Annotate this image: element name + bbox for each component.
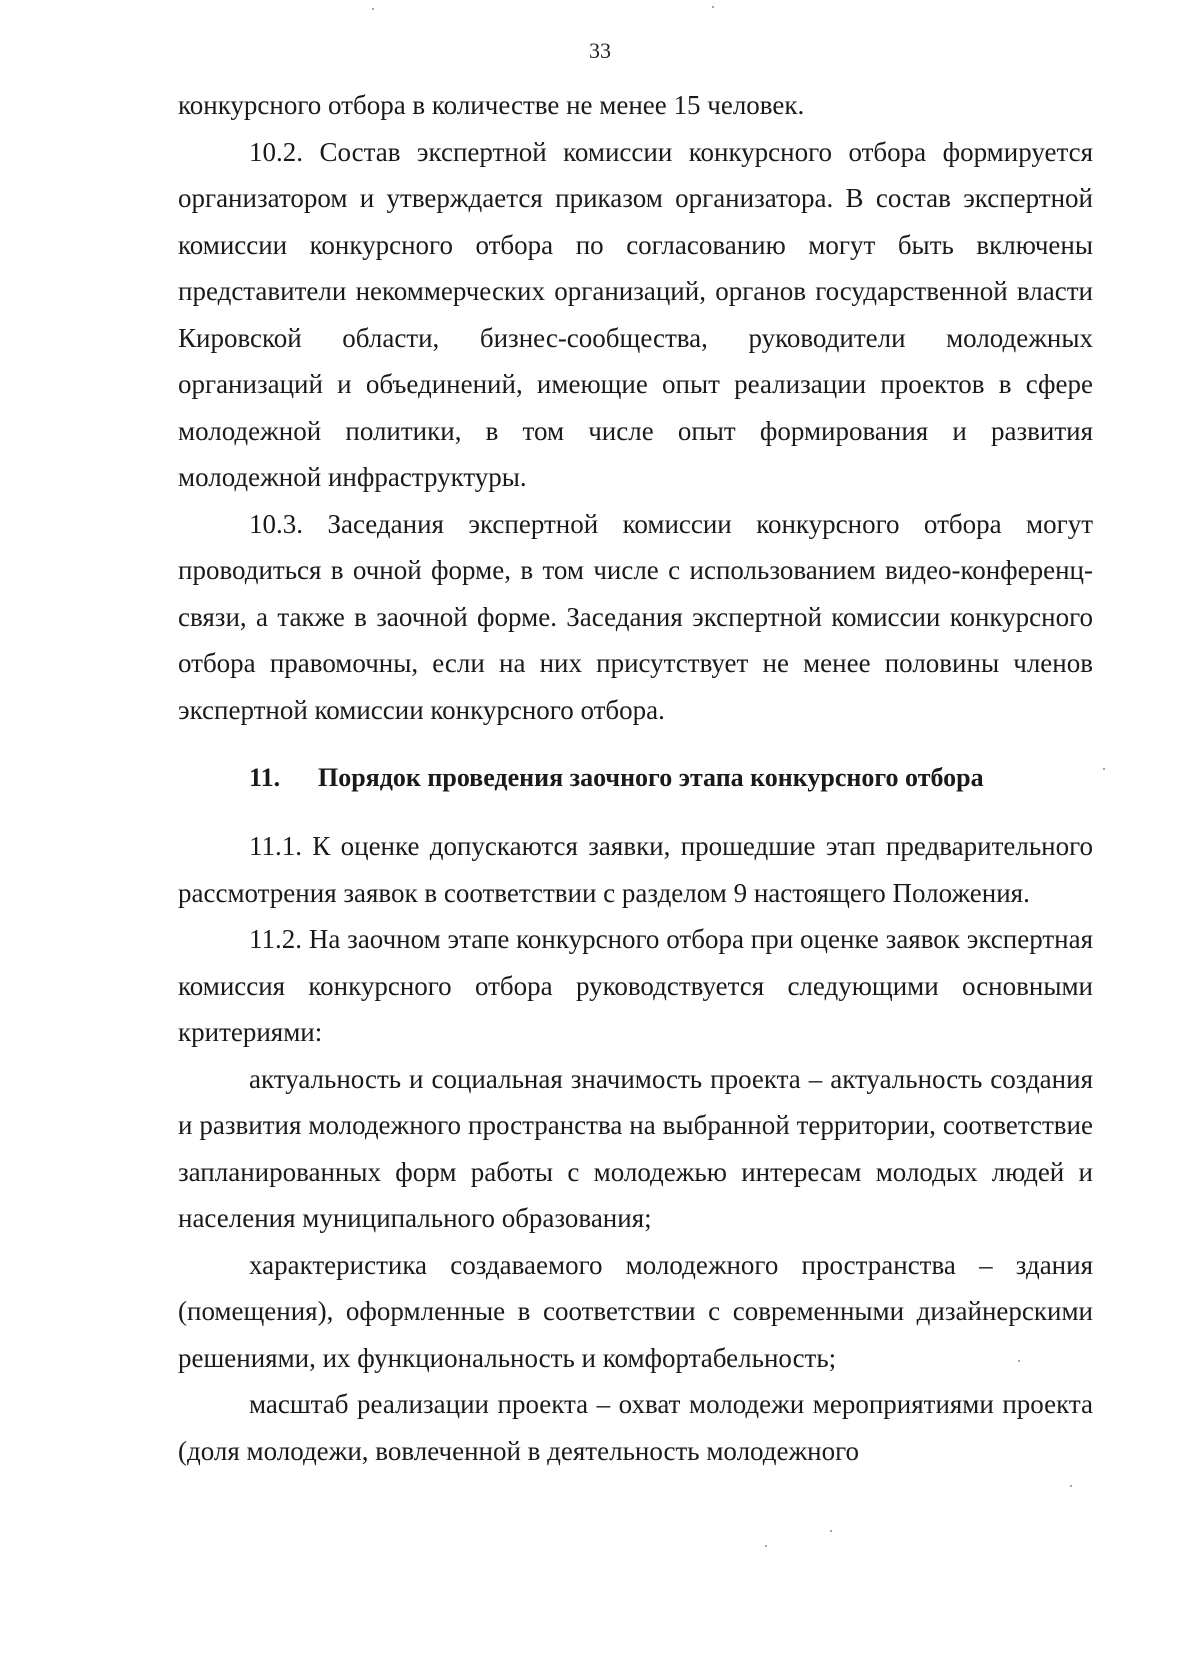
scan-speck — [372, 8, 374, 10]
paragraph-11-1: 11.1. К оценке допускаются заявки, прошедшие этап предварительного рассмотрения заявок в соответствии с разделом 9 настоящего Положения. — [178, 831, 1093, 908]
scan-speck — [765, 1545, 767, 1547]
page-number: 33 — [589, 38, 611, 63]
paragraph-10-2: 10.2. Состав экспертной комиссии конкурсного отбора формируется организатором и утверждается приказом организатора. В состав экспертной комиссии конкурсного отбора по согласованию могут быть включены представители некоммерческих организаций, органов государственной власти Кировской области, бизнес-сообщества, руководители молодежных организаций и объединений, имеющие опыт реализации проектов в сфере молодежной политики, в том числе опыт формирования и развития молодежной инфраструктуры. — [178, 136, 1093, 492]
section-number: 11. — [249, 763, 281, 792]
paragraph-continuation: конкурсного отбора в количестве не менее 15 человек. — [178, 90, 805, 120]
scan-speck — [1070, 1485, 1072, 1487]
paragraph-11-2: 11.2. На заочном этапе конкурсного отбора при оценке заявок экспертная комиссия конкурсного отбора руководствуется следующими основными критериями: — [178, 924, 1093, 1047]
criterion-scale: масштаб реализации проекта – охват молодежи мероприятиями проекта (доля молодежи, вовлеченной в деятельность молодежного — [178, 1389, 1093, 1466]
scan-speck — [712, 6, 714, 8]
document-body — [178, 82, 1093, 1474]
scan-speck — [830, 1530, 832, 1532]
criterion-space-characteristics: характеристика создаваемого молодежного пространства – здания (помещения), оформленные в соответствии с современными дизайнерскими решениями, их функциональность и комфортабельность; — [178, 1249, 1093, 1373]
scan-speck — [1103, 768, 1105, 770]
criterion-relevance: актуальность и социальная значимость проекта – актуальность создания и развития молодежного пространства на выбранной территории, соответствие запланированных форм работы с молодежью интересам молодых людей и населения муниципального образования; — [178, 1063, 1093, 1233]
section-heading — [178, 755, 1093, 801]
scan-speck — [1018, 1360, 1020, 1362]
section-title: Порядок проведения заочного этапа конкурсного отбора — [318, 763, 984, 792]
paragraph-10-3: 10.3. Заседания экспертной комиссии конкурсного отбора могут проводиться в очной форме, в том числе с использованием видео-конференц-связи, а также в заочной форме. Заседания экспертной комиссии конкурсного отбора правомочны, если на них присутствует не менее половины членов экспертной комиссии конкурсного отбора. — [178, 508, 1093, 725]
